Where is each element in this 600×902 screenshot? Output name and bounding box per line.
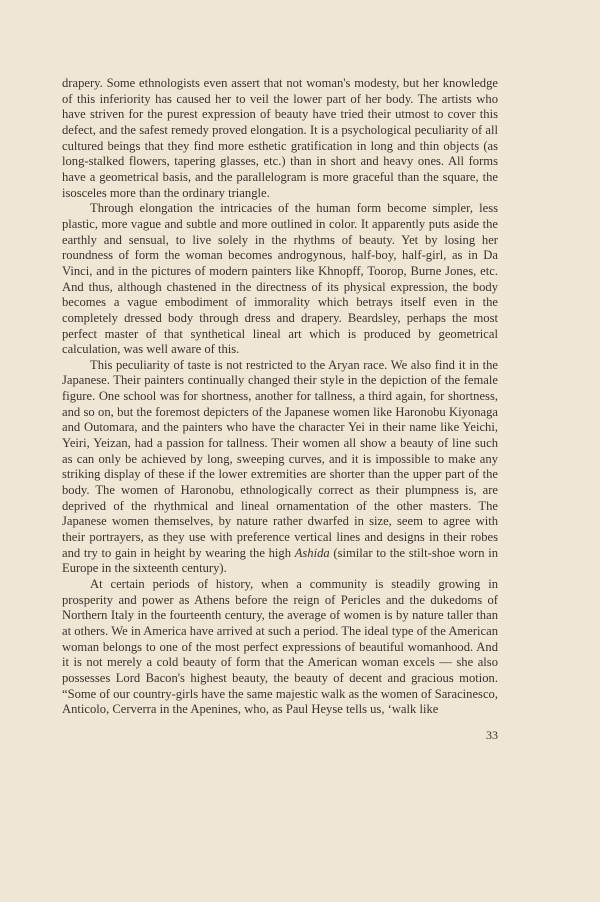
paragraph-4 [62, 577, 498, 718]
page-number: 33 [486, 728, 498, 742]
paragraph-3 [62, 358, 498, 577]
paragraph-1 [62, 76, 498, 201]
body-text [62, 76, 498, 718]
paragraph-1-text: drapery. Some ethnologists even assert that not woman's modesty, but her knowledge of this inferiority has caused her to veil the lower part of her body. The artists who have striven for the purest expression of beauty have tried their utmost to cover this defect, and the safest remedy proved elongation. It is a psychological peculiarity of all cultured beings that they find more esthetic gratification in long and thin objects (as long-stalked flowers, tapering glasses, etc.) than in short and heavy ones. All forms have a geometrical basis, and the parallelogram is more graceful than the square, the isosceles more than the ordinary triangle. [62, 76, 498, 200]
paragraph-3-text-a: This peculiarity of taste is not restricted to the Aryan race. We also find it in the Japanese. Their painters continually changed their style in the depiction of the female figure. One school was for shortness, another for tallness, a third again, for shortness, and so on, but the foremost depicters of the Japanese women like Haronobu Kiyonaga and Outomara, and the painters who have the character Yei in their name like Yeichi, Yeiri, Yeizan, had a passion for tallness. Their women all show a beauty of line such as can only be achieved by long, sweeping curves, and it is impossible to make any striking display of these if the lower extremities are shorter than the upper part of the body. The women of Haronobu, ethnologically correct as their plumpness is, are deprived of the rhythmical and lineal ornamentation of the other masters. The Japanese women themselves, by nature rather dwarfed in size, seem to agree with their portrayers, as they use with preference vertical lines and designs in their robes and try to gain in height by wearing the high [62, 357, 498, 560]
paragraph-2-text: Through elongation the intricacies of the human form become simpler, less plastic, more vague and subtle and more outlined in color. It apparently puts aside the earthly and sensual, to live solely in the rhythms of beauty. Yet by losing her roundness of form the woman becomes androgynous, half-boy, half-girl, as in Da Vinci, and in the pictures of modern painters like Khnopff, Toorop, Burne Jones, etc. And thus, although chastened in the directness of its physical expression, the body becomes a vague embodiment of immorality which betrays itself even in the completely dressed body through dress and drapery. Beardsley, perhaps the most perfect master of that synthetical lineal art which is produced by geometrical calculation, was well aware of this. [62, 201, 498, 357]
paragraph-3-text-b: (similar to the stilt-shoe worn in Europe in the sixteenth century). [62, 545, 498, 576]
paragraph-2 [62, 201, 498, 358]
ashida-italic-term: Ashida [294, 545, 330, 560]
paragraph-4-text: At certain periods of history, when a community is steadily growing in prosperity and power as Athens before the reign of Pericles and the dukedoms of Northern Italy in the fourteenth century, the average of women is by nature taller than at others. We in America have arrived at such a period. The ideal type of the American woman belongs to one of the most perfect expressions of beautiful womanhood. And it is not merely a cold beauty of form that the American woman excels — she also possesses Lord Bacon's highest beauty, the beauty of decent and gracious motion. “Some of our country-girls have the same majestic walk as the women of Saracinesco, Anticolo, Cerverra in the Apenines, who, as Paul Heyse tells us, ‘walk like [62, 577, 498, 717]
